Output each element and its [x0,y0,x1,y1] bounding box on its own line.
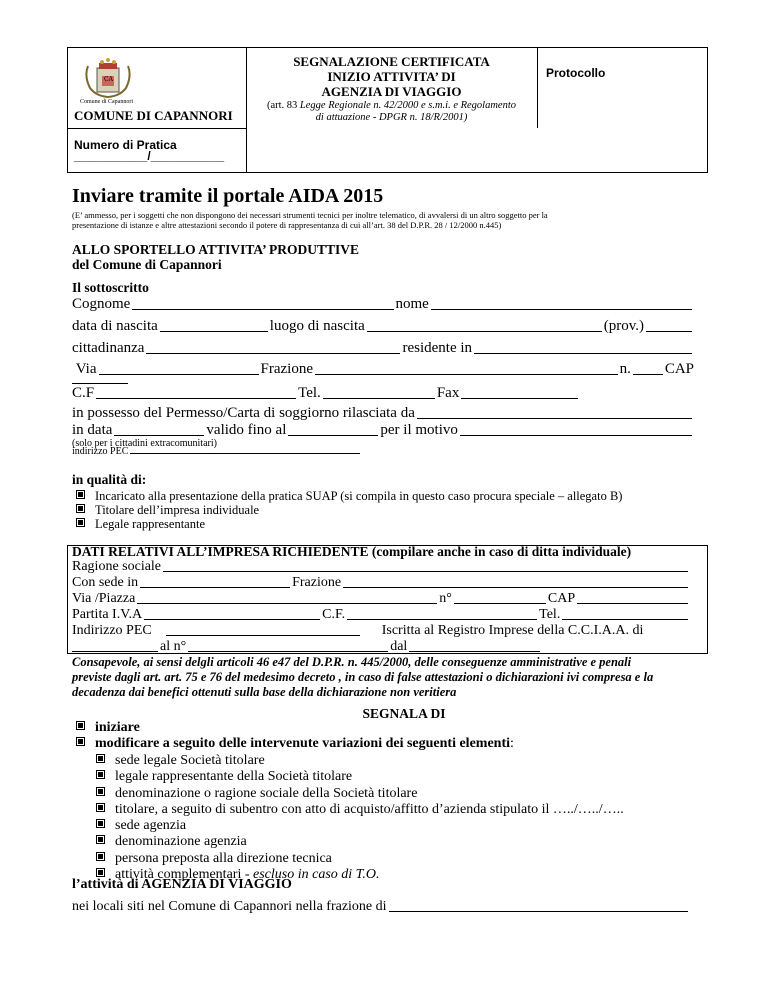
protocollo-label: Protocollo [546,66,606,80]
valido-field[interactable] [288,434,378,436]
checkbox-icon[interactable] [96,754,105,763]
segnala-heading: SEGNALA DI [362,706,446,721]
option-iniziare[interactable]: iniziare [76,720,514,736]
validita-row: in data valido fino al per il motivo [72,422,694,439]
indirizzo-row: Via Frazione n. CAP [75,361,694,377]
checkbox-icon[interactable] [96,770,105,779]
via-piazza-field[interactable] [137,602,437,604]
cittadinanza-row: cittadinanza residente in [72,340,694,357]
impresa-pec-field[interactable] [166,634,360,636]
checkbox-icon[interactable] [96,835,105,844]
fax-field[interactable] [461,397,578,399]
sede-row: Con sede in Frazione [72,575,690,591]
numero-field[interactable] [633,373,663,375]
checkbox-icon[interactable] [96,819,105,828]
pec-field[interactable] [130,452,360,454]
ragione-row: Ragione sociale [72,559,690,575]
nascita-row: data di nascita luogo di nascita (prov.) [72,318,694,335]
cognome-field[interactable] [132,308,393,310]
via-piazza-row: Via /Piazza n° CAP [72,591,690,607]
sportello-heading: ALLO SPORTELLO ATTIVITA’ PRODUTTIVE [72,242,359,257]
header-box [67,47,708,173]
residente-field[interactable] [474,352,692,354]
permesso-field[interactable] [417,417,692,419]
ragione-sociale-field[interactable] [163,570,688,572]
prov-field[interactable] [646,330,692,332]
aida-title: Inviare tramite il portale AIDA 2015 [72,185,384,207]
qualita-heading: in qualità di: [72,472,147,487]
form-title: SEGNALAZIONE CERTIFICATA INIZIO ATTIVITA’ DI AGENZIA DI VIAGGIO [293,54,490,99]
cciaa-field[interactable] [72,650,158,652]
modifica-item[interactable]: titolare, a seguito di subentro con atto di acquisto/affitto d’azienda stipulato il …../…../….. [96,802,624,818]
attivita-line: l’attività di AGENZIA DI VIAGGIO [72,877,292,892]
checkbox-icon[interactable] [76,737,85,746]
modifica-item[interactable]: denominazione o ragione sociale della Società titolare [96,786,624,802]
pec-iscritta-row: Indirizzo PEC Iscritta al Registro Imprese della C.C.I.A.A. di [72,623,644,638]
checkbox-icon[interactable] [76,721,85,730]
checkbox-icon[interactable] [76,518,85,527]
qualita-option[interactable]: Titolare dell’impresa individuale [76,503,622,517]
comune-line: del Comune di Capannori [72,257,222,272]
impresa-cap-field[interactable] [577,602,688,604]
modifica-item[interactable]: persona preposta alla direzione tecnica [96,851,624,867]
checkbox-icon[interactable] [96,803,105,812]
comune-crest-icon [82,54,134,100]
impresa-numero-field[interactable] [454,602,546,604]
qualita-option[interactable]: Legale rappresentante [76,517,622,531]
modifica-item[interactable]: sede legale Società titolare [96,753,624,769]
modifica-items [96,753,624,883]
cap-field[interactable] [72,383,128,384]
modifica-item[interactable]: sede agenzia [96,818,624,834]
in-data-field[interactable] [114,434,204,436]
checkbox-icon[interactable] [76,504,85,513]
piva-row: Partita I.V.A C.F. Tel. [72,607,690,623]
cognome-nome-row: Cognome nome [72,296,694,313]
consapevole-text: Consapevole, ai sensi delgli articoli 46 e47 del D.P.R. n. 445/2000, delle conseguenze amministrative e penali previste dagli art. art. 75 e 76 del medesimo decreto , in caso di false attestazioni o dichiarazioni ivi compresa e la decadenza dai benefici ottenuti sulla base della dichiarazione non veritiera [72,655,654,699]
cf-field[interactable] [96,397,296,399]
motivo-field[interactable] [460,434,692,436]
checkbox-icon[interactable] [96,852,105,861]
data-nascita-field[interactable] [160,330,268,332]
modifica-item[interactable]: attività complementari - escluso in caso di T.O. [96,867,624,883]
extracom-note: (solo per i cittadini extracomunitari) [72,438,217,449]
registro-row: al n° dal [72,639,542,655]
registro-numero-field[interactable] [188,650,388,652]
sede-field[interactable] [140,586,290,588]
nome-field[interactable] [431,308,692,310]
option-modificare[interactable]: modificare a seguito delle intervenute variazioni dei seguenti elementi: [76,736,514,752]
cf-row: C.F Tel. Fax [72,385,580,402]
pratica-label: Numero di Pratica [74,138,177,152]
checkbox-icon[interactable] [96,787,105,796]
impresa-frazione-field[interactable] [343,586,688,588]
aida-note: (E’ ammesso, per i soggetti che non dispongono dei necessari strumenti tecnici per inoltre telematico, di avvalersi di un altro soggetto per la presentazione di istanze e altre attestazioni secondo il potere di rappresentanza di cui all’art. 38 del D.P.R. 28 / 12/2000 n.445) [72,210,548,230]
svg-text:CA: CA [104,76,113,83]
via-field[interactable] [99,373,259,375]
segnala-main-options [76,720,514,752]
impresa-cf-field[interactable] [347,618,537,620]
impresa-heading: DATI RELATIVI ALL’IMPRESA RICHIEDENTE (compilare anche in caso di ditta individuale) [72,544,632,559]
registro-dal-field[interactable] [409,650,540,652]
qualita-option[interactable]: Incaricato alla presentazione della pratica SUAP (si compila in questo caso procura speciale – allegato B) [76,489,622,503]
cittadinanza-field[interactable] [146,352,400,354]
checkbox-icon[interactable] [96,868,105,877]
frazione-field[interactable] [315,373,618,375]
permesso-row: in possesso del Permesso/Carta di soggiorno rilasciata da [72,405,694,422]
impresa-tel-field[interactable] [562,618,688,620]
pec-row: indirizzo PEC [72,446,362,457]
locali-frazione-field[interactable] [389,910,688,912]
qualita-options [76,489,622,531]
crest-caption: Comune di Capannori [80,99,133,105]
modifica-item[interactable]: denominazione agenzia [96,834,624,850]
tel-field[interactable] [323,397,435,399]
checkbox-icon[interactable] [76,490,85,499]
law-reference: (art. 83 Legge Regionale n. 42/2000 e s.m.i. e Regolamento di attuazione - DPGR n. 18/R/2001) [266,100,517,123]
sottoscritto-label: Il sottoscritto [72,280,149,295]
piva-field[interactable] [144,618,320,620]
pratica-number-field[interactable]: ___________/___________ [74,149,225,163]
luogo-nascita-field[interactable] [367,330,602,332]
locali-row: nei locali siti nel Comune di Capannori nella frazione di [72,899,690,915]
comune-name: COMUNE DI CAPANNORI [74,108,233,123]
modifica-item[interactable]: legale rappresentante della Società titolare [96,769,624,785]
